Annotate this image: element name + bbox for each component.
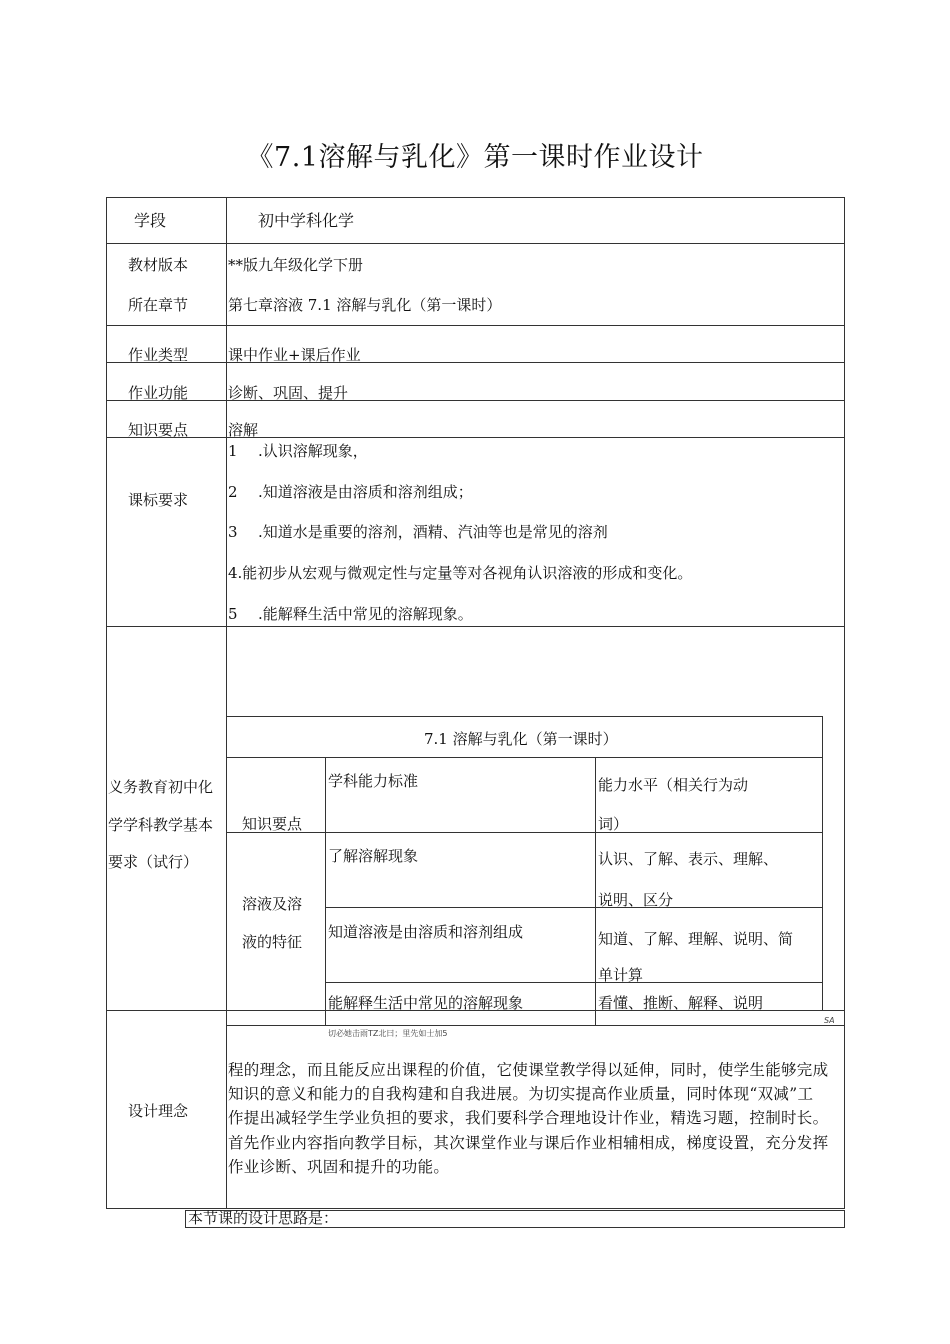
footer-note: 本节课的设计思路是：: [188, 1209, 339, 1227]
design-label: 设计理念: [128, 1102, 189, 1120]
standard-cell: 能解释生活中常见的溶解现象: [328, 994, 524, 1012]
chapter-value: 第七章溶液 7.1 溶解与乳化（第一课时）: [228, 296, 502, 314]
type-value: 课中作业+课后作业: [228, 346, 361, 364]
edition-label: 教材版本: [128, 256, 189, 274]
level-cell: 认识、了解、表示、理解、: [598, 850, 779, 868]
basic-req-label-line3: 要求（试行）: [108, 853, 199, 871]
level-cell: 知道、了解、理解、说明、简: [598, 930, 794, 948]
design-paragraph: 程的理念，而且能反应出课程的价值，它使课堂教学得以延伸，同时，使学生能够完成 知识的意义和能力的自我构建和自我进展。为切实提高作业质量，同时体现“双减”工 作提出减轻学生学业负担的要求，我们要科学合理地设计作业，精选习题，控制时长。 首先作业内容指向教学目标，其次课堂作业与课后作业相辅相成，梯度设置，充分发挥 作业诊断、巩固和提升的功能。: [228, 1061, 829, 1176]
basic-req-label-line1: 义务教育初中化: [108, 778, 214, 796]
level-cell: 看懂、推断、解释、说明: [598, 994, 764, 1012]
corner-mark: SA: [824, 1016, 835, 1025]
knowledge-value: 溶解: [228, 421, 259, 439]
chapter-label: 所在章节: [128, 296, 189, 314]
level-cell: 单计算: [598, 966, 644, 984]
edition-value: **版九年级化学下册: [228, 256, 364, 274]
col-header-standard: 学科能力标准: [328, 772, 419, 790]
standard-cell: 了解溶解现象: [328, 847, 419, 865]
col-header-level-line2: 词）: [598, 815, 629, 833]
standard-cell: 知道溶液是由溶质和溶剂组成: [328, 923, 524, 941]
stage-value: 初中学科化学: [258, 211, 355, 230]
function-label: 作业功能: [128, 384, 189, 402]
type-label: 作业类型: [128, 346, 189, 364]
inner-table-title: 7.1 溶解与乳化（第一课时）: [424, 730, 618, 748]
knowledge-label: 知识要点: [128, 421, 189, 439]
col-header-level-line1: 能力水平（相关行为动: [598, 776, 749, 794]
level-cell: 说明、区分: [598, 891, 674, 909]
document-title: 《7.1溶解与乳化》第一课时作业设计: [246, 142, 704, 173]
stage-label: 学段: [134, 211, 167, 230]
footnote-text: 切必她击雨TZ北曰；里先如士加5: [328, 1029, 448, 1038]
curriculum-label: 课标要求: [128, 491, 189, 509]
function-value: 诊断、巩固、提升: [228, 384, 349, 402]
basic-req-label-line2: 学学科教学基本: [108, 816, 214, 834]
topic-line1: 溶液及溶: [242, 895, 303, 913]
topic-line2: 液的特征: [242, 933, 303, 951]
col-header-knowledge: 知识要点: [242, 815, 303, 833]
